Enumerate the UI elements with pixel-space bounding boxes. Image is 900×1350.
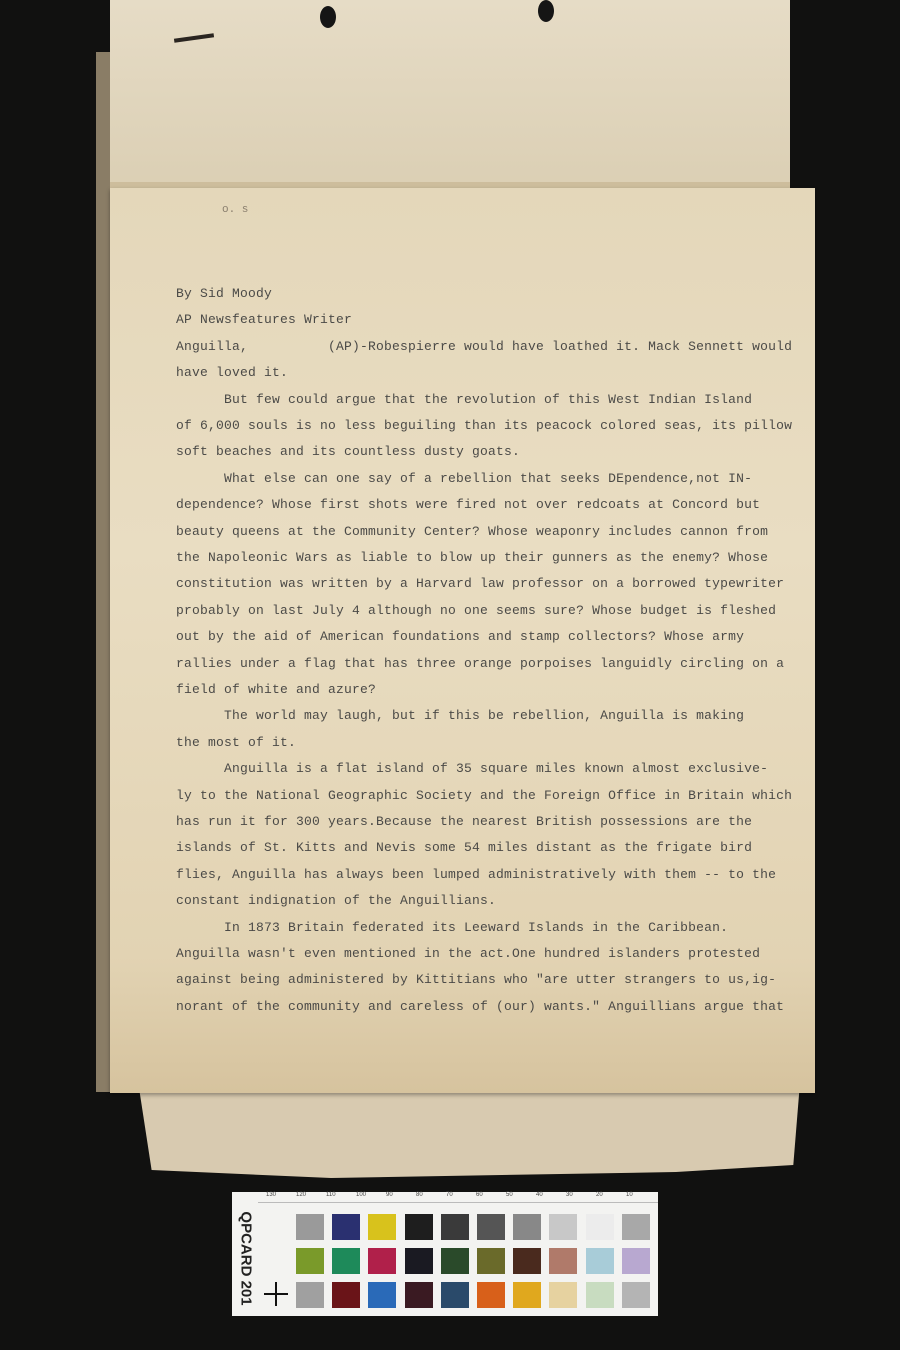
typed-line: flies, Anguilla has always been lumped administratively with them -- to the xyxy=(176,866,777,882)
typed-line: What else can one say of a rebellion that seeks DEpendence,not IN- xyxy=(176,470,753,486)
color-swatch xyxy=(296,1214,324,1240)
color-swatch xyxy=(586,1282,614,1308)
crosshair-icon xyxy=(262,1280,290,1308)
folded-top-sheet xyxy=(110,0,790,190)
color-swatch xyxy=(441,1214,469,1240)
typed-line: have loved it. xyxy=(176,365,289,381)
ruler-label: 20 xyxy=(596,1192,603,1198)
ruler-label: 70 xyxy=(446,1192,453,1198)
color-swatch xyxy=(332,1282,360,1308)
color-swatch xyxy=(513,1214,541,1240)
color-swatch xyxy=(586,1248,614,1274)
punch-hole xyxy=(320,6,336,28)
underlying-sheets xyxy=(124,1080,814,1180)
pencil-annotation: o. s xyxy=(222,204,249,216)
typed-line: The world may laugh, but if this be rebellion, Anguilla is making xyxy=(176,708,745,724)
typed-line: In 1873 Britain federated its Leeward Islands in the Caribbean. xyxy=(176,919,729,935)
typed-line: constitution was written by a Harvard law professor on a borrowed typewriter xyxy=(176,576,785,592)
typed-line: the Napoleonic Wars as liable to blow up their gunners as the enemy? Whose xyxy=(176,550,769,565)
color-swatch xyxy=(549,1248,577,1274)
ruler-label: 60 xyxy=(476,1192,483,1198)
ruler-label: 90 xyxy=(386,1192,393,1198)
ruler-label: 10 xyxy=(626,1192,633,1198)
typed-line: norant of the community and careless of (our) wants." Anguillians argue that xyxy=(176,998,785,1014)
typed-line: But few could argue that the revolution of this West Indian Island xyxy=(176,391,753,407)
typed-page xyxy=(110,188,815,1093)
typed-line: the most of it. xyxy=(176,734,297,750)
typed-line: against being administered by Kittitians who "are utter strangers to us,ig- xyxy=(176,972,777,988)
typed-line: AP Newsfeatures Writer xyxy=(176,312,353,328)
ruler-label: 80 xyxy=(416,1192,423,1198)
color-calibration-card xyxy=(232,1192,658,1316)
color-swatch xyxy=(586,1214,614,1240)
ruler-label: 40 xyxy=(536,1192,543,1198)
color-swatch xyxy=(332,1214,360,1240)
typed-line: of 6,000 souls is no less beguiling than its peacock colored seas, its pillow xyxy=(176,418,793,433)
typed-line: constant indignation of the Anguillians. xyxy=(176,893,497,909)
typed-line: Anguilla wasn't even mentioned in the act.One hundred islanders protested xyxy=(176,946,761,961)
typed-line: Anguilla is a flat island of 35 square miles known almost exclusive- xyxy=(176,761,769,777)
color-swatch xyxy=(549,1214,577,1240)
color-swatch xyxy=(405,1282,433,1308)
typed-line: has run it for 300 years.Because the nearest British possessions are the xyxy=(176,814,753,829)
color-swatch xyxy=(368,1214,396,1240)
typed-line: Anguilla, (AP)-Robespierre would have loathed it. Mack Sennett would xyxy=(176,338,793,354)
typed-line: rallies under a flag that has three orange porpoises languidly circling on a xyxy=(176,655,785,671)
color-swatch xyxy=(477,1282,505,1308)
ruler-label: 30 xyxy=(566,1192,573,1198)
color-swatch xyxy=(622,1214,650,1240)
color-swatch xyxy=(405,1214,433,1240)
typed-line: probably on last July 4 although no one seems sure? Whose budget is fleshed xyxy=(176,602,777,618)
ruler-label: 130 xyxy=(266,1192,277,1198)
punch-hole xyxy=(538,0,554,22)
color-swatch xyxy=(549,1282,577,1308)
typed-line: field of white and azure? xyxy=(176,682,377,697)
typed-line: beauty queens at the Community Center? Whose weaponry includes cannon from xyxy=(176,523,769,539)
ruler-label: 110 xyxy=(326,1192,336,1198)
color-swatch xyxy=(441,1282,469,1308)
typed-line: ly to the National Geographic Society and the Foreign Office in Britain which xyxy=(176,787,793,803)
color-swatch xyxy=(368,1248,396,1274)
typed-line: dependence? Whose first shots were fired not over redcoats at Concord but xyxy=(176,497,761,513)
color-swatch xyxy=(368,1282,396,1308)
typed-line: soft beaches and its countless dusty goats. xyxy=(176,444,521,460)
ruler-label: 50 xyxy=(506,1192,513,1198)
ruler-label: 120 xyxy=(296,1192,307,1198)
typed-line: islands of St. Kitts and Nevis some 54 miles distant as the frigate bird xyxy=(176,840,753,856)
color-swatch xyxy=(622,1282,650,1308)
typed-line: By Sid Moody xyxy=(176,286,273,301)
color-swatch xyxy=(513,1282,541,1308)
color-swatch xyxy=(477,1214,505,1240)
ruler-label: 100 xyxy=(356,1192,367,1198)
color-swatch xyxy=(622,1248,650,1274)
color-swatch xyxy=(296,1248,324,1274)
color-swatch xyxy=(441,1248,469,1274)
color-swatch xyxy=(405,1248,433,1274)
pencil-mark xyxy=(174,33,214,43)
card-brand-logo xyxy=(234,1210,258,1306)
card-ruler xyxy=(258,1192,658,1203)
card-brand-text: QPCARD 201 xyxy=(237,1210,255,1306)
color-swatch xyxy=(513,1248,541,1274)
typed-line: out by the aid of American foundations and stamp collectors? Whose army xyxy=(176,629,745,645)
color-swatch xyxy=(477,1248,505,1274)
color-swatch xyxy=(332,1248,360,1274)
color-swatch xyxy=(296,1282,324,1308)
